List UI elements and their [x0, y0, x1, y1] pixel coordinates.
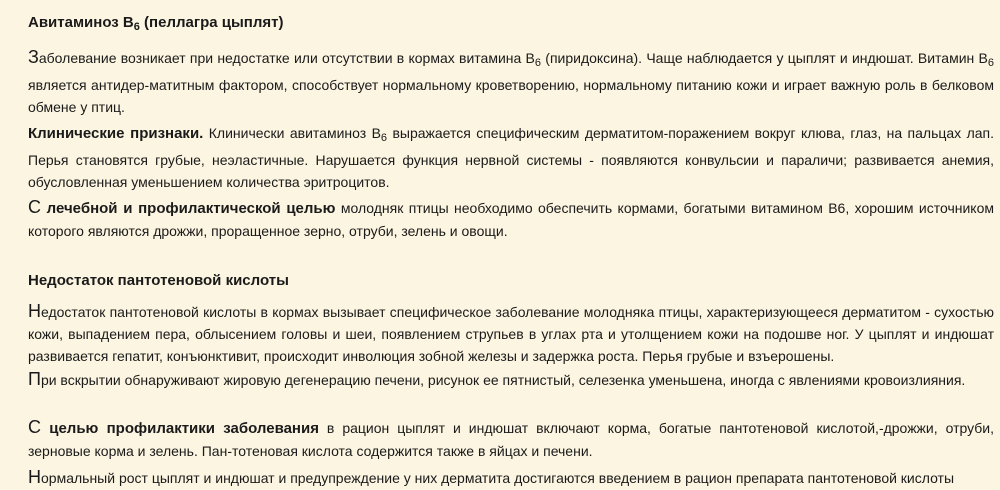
drop-initial: З: [28, 47, 39, 67]
paragraph-treatment: [28, 196, 994, 242]
paragraph-text: (пиридоксина). Чаще наблюдается у цыплят и индюшат. Витамин В: [541, 50, 988, 66]
drop-initial: Н: [28, 301, 41, 321]
subscript: 6: [987, 57, 994, 69]
paragraph-clinical-signs: [28, 122, 994, 193]
section-title-pantothenic: Недостаток пантотеновой кислоты: [28, 272, 289, 289]
drop-initial: С: [28, 417, 41, 437]
paragraph-text: является антидер-матитным фактором, способствует нормальному кроветворению, нормальному питанию кожи и играет важную роль в белковом обмене у птиц.: [28, 77, 994, 115]
section-title-subscript: 6: [133, 21, 140, 33]
subscript: 6: [534, 57, 542, 69]
section-title-vitamin-b6: [28, 14, 284, 36]
paragraph-text: едостаток пантотеновой кислоты в кормах вызывает специфическое заболевание молодняка птицы, характеризующееся дерматитом - сухостью кожи, выпадением пера, облысением головы и шеи, появлением струпьев в углах рта и утолщением кожи на подошве ног. У цыплят и индюшат развивается гепатит, конъюнктивит, происходит инволюция зобной железы и задержка роста. Перья грубые и взъерошены.: [28, 304, 994, 364]
paragraph-disease-description: [28, 46, 994, 118]
drop-initial: П: [28, 369, 41, 389]
paragraph-text: ормальный рост цыплят и индюшат и предупреждение у них дерматита достигаются введением в рацион препарата пантотеновой кислоты: [41, 470, 955, 486]
drop-initial: С: [28, 197, 41, 217]
paragraph-text: аболевание возникает при недостатке или отсутствии в кормах витамина В: [38, 50, 535, 66]
paragraph-lead: Клинические признаки.: [28, 125, 204, 142]
paragraph-text: Клинически авитаминоз В: [203, 125, 381, 141]
section-title-rest: (пеллагра цыплят): [139, 14, 284, 31]
section-title-main: Авитаминоз В: [28, 14, 134, 31]
paragraph-text: молодняк птицы необходимо обеспечить кормами, богатыми витамином В6, хорошим источником которого являются дрожжи, проращенное зерно, отруби, зелень и овощи.: [28, 200, 994, 239]
paragraph-normal-growth: [28, 466, 994, 489]
drop-initial: Н: [28, 467, 41, 487]
paragraph-lead: лечебной и профилактической целью: [41, 200, 336, 217]
paragraph-text: ри вскрытии обнаруживают жировую дегенерацию печени, рисунок ее пятнистый, селезенка уменьшена, иногда с явлениями кровоизлияния.: [40, 372, 966, 388]
paragraph-autopsy: [28, 368, 994, 391]
paragraph-prevention: [28, 416, 994, 462]
subscript: 6: [380, 132, 388, 144]
paragraph-text: выражается специфическим дерматитом-поражением вокруг клюва, глаз, на пальцах лап. Перья становятся грубые, неэластичные. Нарушается функция нервной системы - появляются конвульсии и параличи; развивается анемия, обусловленная уменьшением количества эритроцитов.: [28, 125, 995, 190]
paragraph-lead: целью профилактики заболевания: [41, 420, 319, 437]
paragraph-pantothenic-deficiency: [28, 300, 994, 367]
paragraph-text: в рацион цыплят и индюшат включают корма, богатые пантотеновой кислотой,-дрожжи, отруби, зерновые корма и зелень. Пан-тотеновая кислота содержится также в яйцах и печени.: [28, 420, 994, 459]
